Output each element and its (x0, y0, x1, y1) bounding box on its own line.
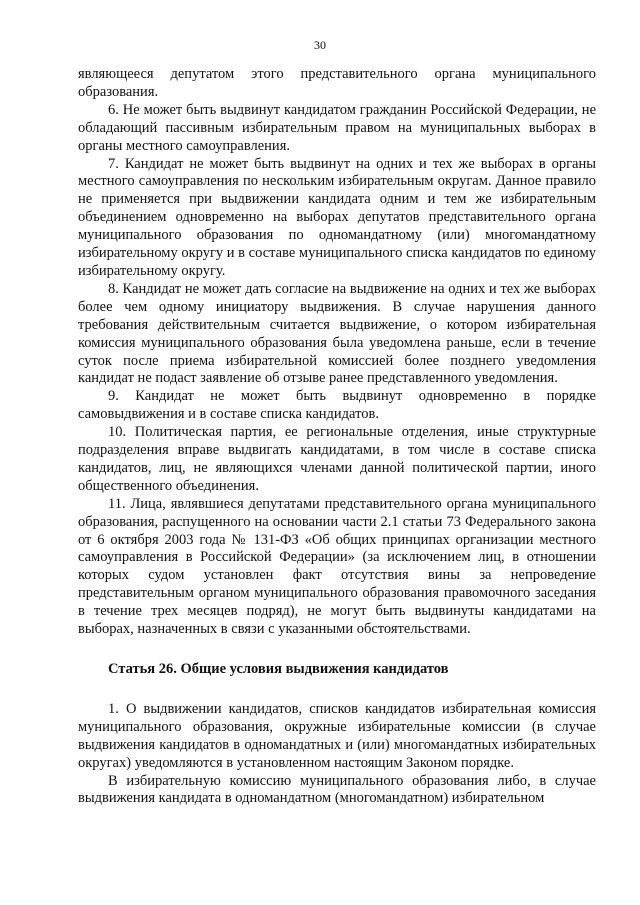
paragraph-item-7: 7. Кандидат не может быть выдвинут на одних и тех же выборах в органы местного самоуправления по нескольким избирательным округам. Данное правило не применяется при выдвижении кандидата одним и тем же избирательным объединением одновременно на выборах депутатов представительного органа муниципального образования по одномандатному (или) многомандатному избирательному округу и в составе муниципального списка кандидатов по единому избирательному округу. (78, 155, 596, 279)
paragraph-item-8: 8. Кандидат не может дать согласие на выдвижение на одних и тех же выборах более чем одному инициатору выдвижения. В случае нарушения данного требования действительным считается выдвижение, о котором избирательная комиссия муниципального образования была уведомлена раньше, если в течение суток после приема избирательной комиссией более позднего уведомления кандидат не подаст заявление об отзыве ранее представленного уведомления. (78, 280, 596, 387)
paragraph-item-10: 10. Политическая партия, ее региональные отделения, иные структурные подразделения вправе выдвигать кандидатами, в том числе в составе списка кандидатов, лиц, не являющихся членами данной политической партии, иного общественного объединения. (78, 424, 596, 494)
paragraph-item-9: 9. Кандидат не может быть выдвинут одновременно в порядке самовыдвижения и в составе списка кандидатов. (78, 388, 596, 423)
document-body (78, 66, 596, 808)
paragraph-item-11: 11. Лица, являвшиеся депутатами представительного органа муниципального образования, распущенного на основании части 2.1 статьи 73 Федерального закона от 6 октября 2003 года № 131-ФЗ «Об общих принципах организации местного самоуправления в Российской Федерации» (за исключением лиц, в отношении которых судом установлен факт отсутствия вины за непроведение представительным органом муниципального образования правомочного заседания в течение трех месяцев подряд), не могут быть выдвинуты кандидатами на выборах, назначенных в связи с указанными обстоятельствами. (78, 495, 596, 638)
page-number: 30 (314, 38, 326, 52)
paragraph-tail: В избирательную комиссию муниципального образования либо, в случае выдвижения кандидата в одномандатном (многомандатном) избирательном (78, 772, 596, 807)
article-heading: Статья 26. Общие условия выдвижения кандидатов (108, 661, 449, 677)
paragraph-item-6: 6. Не может быть выдвинут кандидатом гражданин Российской Федерации, не обладающий пассивным избирательным правом на муниципальных выборах в органы местного самоуправления. (78, 101, 596, 154)
paragraph-continuation: являющееся депутатом этого представительного органа муниципального образования. (78, 66, 596, 100)
paragraph-item-1: 1. О выдвижении кандидатов, списков кандидатов избирательная комиссия муниципального образования, окружные избирательные комиссии (в случае выдвижения кандидатов в одномандатных и (или) многомандатных избирательных округах) уведомляются в установленном настоящим Законом порядке. (78, 700, 596, 771)
